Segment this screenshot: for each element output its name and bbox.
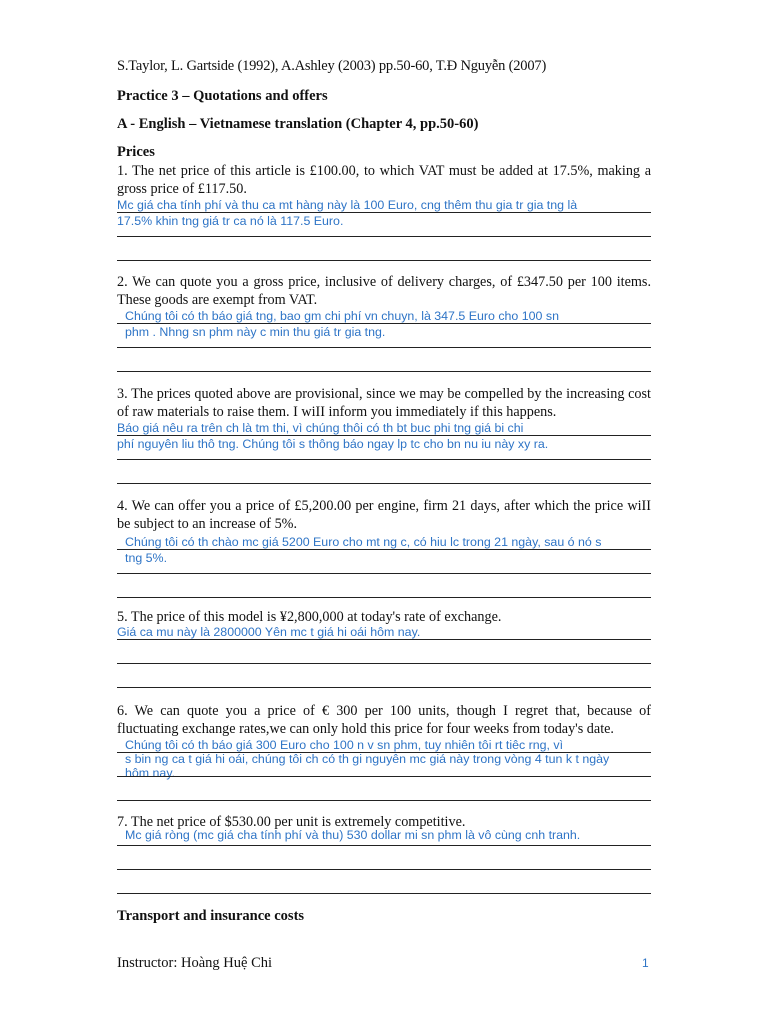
footer-instructor: Instructor: Hoàng Huệ Chi: [117, 955, 273, 971]
answer-rule: [117, 663, 651, 664]
question-6: 6. We can quote you a price of € 300 per 100 units, though I regret that, because of fluctuating exchange rates,we can only hold this price for four weeks from today's date.: [117, 703, 651, 737]
answer-2-line-2: phm . Nhng sn phm này c min thu giá tr gia tng.: [125, 325, 386, 339]
answer-rule: [117, 893, 651, 894]
answer-rule: [117, 459, 651, 460]
page-number: 1: [642, 956, 649, 970]
answer-rule: [117, 435, 651, 436]
subsection-prices: Prices: [117, 144, 155, 160]
answer-3-line-1: Báo giá nêu ra trên ch là tm thi, vì chúng thôi có th bt buc phi tng giá bi chi: [117, 421, 524, 435]
question-1: 1. The net price of this article is £100.00, to which VAT must be added at 17.5%, making a gross price of £117.50.: [117, 163, 651, 197]
answer-rule: [117, 549, 651, 550]
answer-rule: [117, 323, 651, 324]
answer-rule: [117, 752, 651, 753]
answer-rule: [117, 212, 651, 213]
answer-4-line-2: tng 5%.: [125, 551, 168, 565]
subsection-transport: Transport and insurance costs: [117, 908, 305, 924]
practice-title: Practice 3 – Quotations and offers: [117, 88, 328, 104]
references-line: S.Taylor, L. Gartside (1992), A.Ashley (2003) pp.50-60, T.Đ Nguyễn (2007): [117, 58, 547, 74]
answer-5-line-1: Giá ca mu này là 2800000 Yên mc t giá hi oái hôm nay.: [117, 625, 421, 639]
question-2: 2. We can quote you a gross price, inclusive of delivery charges, of £347.50 per 100 items. These goods are exempt from VAT.: [117, 274, 651, 308]
answer-rule: [117, 483, 651, 484]
answer-rule: [117, 800, 651, 801]
answer-6-line-1: Chúng tôi có th báo giá 300 Euro cho 100 n v sn phm, tuy nhiên tôi rt tiêc rng, vì: [125, 738, 564, 752]
answer-rule: [117, 573, 651, 574]
answer-rule: [117, 597, 651, 598]
answer-rule: [117, 236, 651, 237]
answer-rule: [117, 347, 651, 348]
answer-1-line-2: 17.5% khin tng giá tr ca nó là 117.5 Euro.: [117, 214, 344, 228]
answer-3-line-2: phí nguyên liu thô tng. Chúng tôi s thông báo ngay lp tc cho bn nu iu này xy ra.: [117, 437, 549, 451]
answer-1-line-1: Mc giá cha tính phí và thu ca mt hàng này là 100 Euro, cng thêm thu gia tr gia tng là: [117, 198, 578, 212]
question-7: 7. The net price of $530.00 per unit is extremely competitive.: [117, 814, 466, 830]
answer-rule: [117, 687, 651, 688]
answer-rule: [117, 776, 651, 777]
answer-2-line-1: Chúng tôi có th báo giá tng, bao gm chi phí vn chuyn, là 347.5 Euro cho 100 sn: [125, 309, 559, 323]
answer-rule: [117, 371, 651, 372]
question-5: 5. The price of this model is ¥2,800,000 at today's rate of exchange.: [117, 609, 502, 625]
answer-6-line-2: s bin ng ca t giá hi oái, chúng tôi ch có th gi nguyên mc giá này trong vòng 4 tun k t ngày: [125, 752, 610, 766]
answer-rule: [117, 869, 651, 870]
answer-rule: [117, 260, 651, 261]
answer-rule: [117, 845, 651, 846]
answer-4-line-1: Chúng tôi có th chào mc giá 5200 Euro cho mt ng c, có hiu lc trong 21 ngày, sau ó nó s: [125, 535, 602, 549]
answer-7-line-1: Mc giá ròng (mc giá cha tính phí và thu) 530 dollar mi sn phm là vô cùng cnh tranh.: [125, 828, 581, 842]
answer-6-line-3: hôm nay.: [125, 766, 176, 780]
question-4: 4. We can offer you a price of £5,200.00 per engine, firm 21 days, after which the price wiII be subject to an increase of 5%.: [117, 498, 651, 532]
question-3: 3. The prices quoted above are provisional, since we may be compelled by the increasing cost of raw materials to raise them. I wiII inform you immediately if this happens.: [117, 386, 651, 420]
answer-rule: [117, 639, 651, 640]
section-title: A - English – Vietnamese translation (Chapter 4, pp.50-60): [117, 116, 479, 132]
